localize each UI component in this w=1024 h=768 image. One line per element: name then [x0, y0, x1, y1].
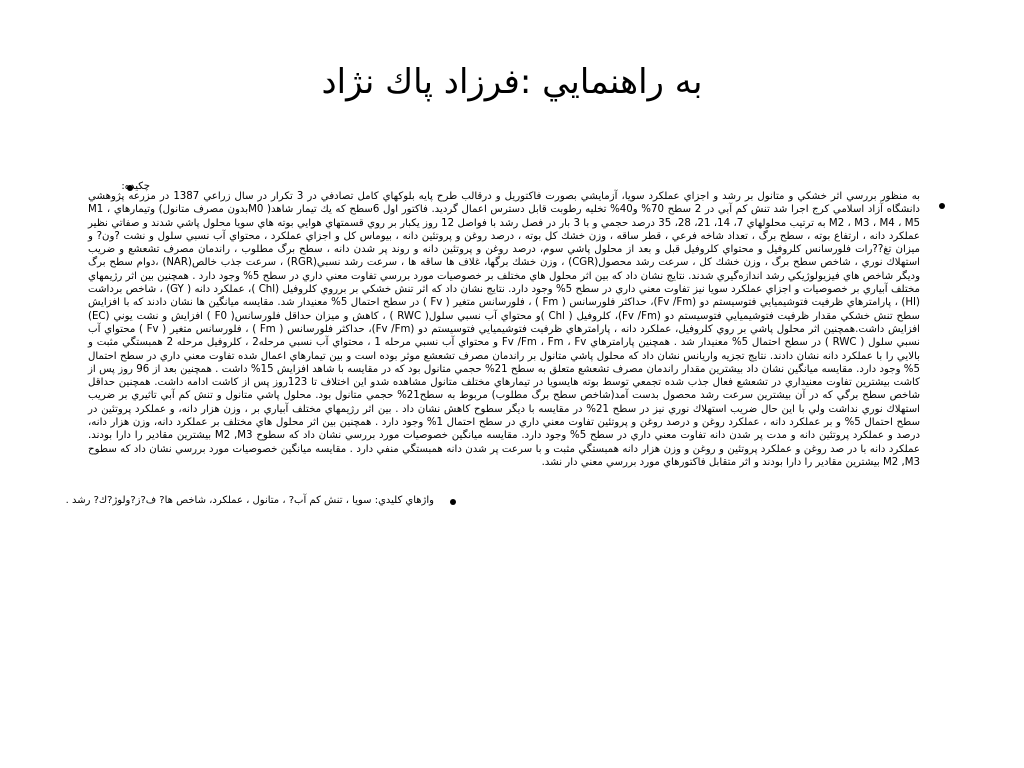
slide-title: به راهنمايي :فرزاد پاك نژاد	[321, 62, 703, 102]
keywords-line: واژهاي كليدي: سويا ، تنش كم آب? ، متانول ، عملكرد، شاخص ها? ف?ز?ولوژ?ك? رشد .	[65, 495, 434, 506]
bullet-abstract-body	[939, 203, 945, 209]
abstract-body: به منظور بررسي اثر خشكي و متانول بر رشد و اجزاي عملكرد سويا، آزمايشي بصورت فاكتوريل و درقالب طرح پايه بلوكهاي كامل تصادفي در 3 تكرار در سال زراعي 1387 در مزرعه پژوهشي دانشگاه آزاد اسلامي كرج اجرا شد تنش كم آبي در 2 سطح 70% و40% تخليه رطوبت قابل دسترس اعمال گرديد. فاكتور اول 6سطح كه يك تيمار شاهد( M0بدون مصرف متانول) وتيمارهاي M1 ، M2 ، M3 ، M4 ، M5 به ترتيب محلولهاي 7، 14، 21، 28، 35 درصد حجمي و با 3 بار در فصل رشد با فواصل 12 روز يكبار بر روي قسمتهاي هوايي بوته هاي سويا محلول پاشي شدند و صفاتي نظير عملكرد دانه ، ارتفاع بوته ، سطح برگ ، تعداد شاخه فرعي ، قطر ساقه ، وزن خشك كل بوته ، درصد روغن و پروتئين دانه ، بيوماس كل و اجزاي عملكرد ، محتواي آب نسبي سلول و نشت ?ون? و ميزان تغ??رات فلورسانس كلروفيل و محتواي كلروفيل قبل و بعد از محلول پاشي سوم، درصد روغن و پروتئين دانه و روند پر شدن دانه ، سطح برگ مطلوب ، راندمان مصرف تشعشع و ضريب استهلاك نوري ، شاخص سطح برگ ، وزن خشك كل ، سرعت رشد محصول(CGR) ، وزن خشك برگها، غلاف ها ساقه ها ، سرعت رشد نسبي(RGR) ، سرعت جذب خالص(NAR) ،دوام سطح برگ وديگر شاخص هاي فيزيولوژيكي رشد اندازه‌گيري شدند. نتايج نشان داد كه بين اثر محلول هاي مختلف بر خصوصيات مورد بررسي تفاوت معني داري در سطح 5% وجود دارد . همچنين بين اثر رژيمهاي مختلف آبياري بر خصوصيات و اجزاي عملكرد سويا نيز تفاوت معني داري در سطح 5% وجود دارد. نتايج نشان داد كه اثر تنش خشكي بر برروي كلروفيل (Chl )، عملكرد دانه ( GY) ، شاخص برداشت (HI) ، پارامترهاي ظرفيت فتوشيميايي فتوسيستم دو (Fv /Fm)، حداكثر فلورسانس ( Fm ) ، فلورسانس متغير ( Fv ) در سطح احتمال 5% معنيدار شد. مقايسه ميانگين ها نشان دادند كه با افزايش سطح تنش خشكي مقدار ظرفيت فتوشيميايي فتوسيستم دو (Fv /Fm)، كلروفيل ( Chl )و محتواي آب نسبي سلول( RWC ) ، كاهش و ميزان حداقل فلورسانس( F0 ) افزايش و نشت يوني (EC) افزايش داشت.همچنين اثر محلول پاشي بر روي كلروفيل، عملكرد دانه ، پارامترهاي ظرفيت فتوشيميايي فتوسيستم دو (Fv /Fm)، حداكثر فلورسانس ( Fm ) ، فلورسانس متغير ( Fv ) محتواي آب نسبي سلول ( RWC ) در سطح احتمال 5% معنيدار شد . همچنين پارامترهاي Fv /Fm ، Fm ، Fv و محتواي آب نسبي مرحله 1 ، محتواي آب نسبي مرحله2 ، كلروفيل مرحله 2 همبستگي مثبت و بالايي را با عملكرد دانه نشان دادند. نتايج تجزيه واريانس نشان داد كه محلول پاشي متانول بر راندمان مصرف تشعشع موثر بوده است و بين تيمارهاي اعمال شده تفاوت معني داري در سطح احتمال 5% وجود دارد. مقايسه ميانگين نشان داد بيشترين مقدار راندمان مصرف تشعشع متعلق به سطح 21% حجمي متانول بود كه در مقايسه با شاهد افزايش 15% داشت . همچنين بعد از 96 روز پس از كاشت بيشترين تفاوت معنيداري در تشعشع فعال جذب شده تجمعي توسط بوته هايسويا در تيمارهاي مختلف متانول مشاهده شدو اين اختلاف تا 123روز پس از كاشت ادامه داشت. همچنين حداقل شاخص سطح برگي كه در آن بيشترين سرعت رشد محصول بدست آمد(شاخص سطح برگ مطلوب) مربوط به سطح21% حجمي متانول بود. محلول پاشي متانول و تنش كم آبي تاثيري بر ضريب استهلاك نوري نداشت ولي با اين حال ضريب استهلاك نوري نيز در سطح 21% در مقايسه با ديگر سطوح كاهش نشان داد . بين اثر رژيمهاي مختلف آبياري بر ، وزن هزار دانه، و عملكرد پروتئين در سطح احتمال 5% و بر عملكرد دانه ، عملكرد روغن و درصد روغن و پروتئين تفاوت معني داري در سطح احتمال 1% وجود دارد . همچنين بين اثر محلول هاي مختلف بر عملكرد دانه، وزن هزار دانه، درصد و عملكرد پروتئين دانه و مدت پر شدن دانه تفاوت معني داري در سطح 5% وجود دارد. مقايسه ميانگين خصوصيات مورد بررسي نشان داد كه سطوح M2 ,M3 بيشترين مقادير را دارا بودند. عملكرد دانه با در صد روغن و عملكرد پروتئين و روغن و وزن هزار دانه همبستگي مثبت و با سرعت پر شدن دانه همبستگي منفي دارد . مقايسه ميانگين خصوصيات مورد بررسي نشان داد كه سطوح M2 ,M3 بيشترين مقادير را دارا بودند و اثر متقابل فاكتورهاي مورد بررسي معني دار نشد.	[88, 191, 921, 468]
abstract-label: چكيده:	[121, 181, 150, 192]
bullet-keywords	[450, 499, 456, 505]
